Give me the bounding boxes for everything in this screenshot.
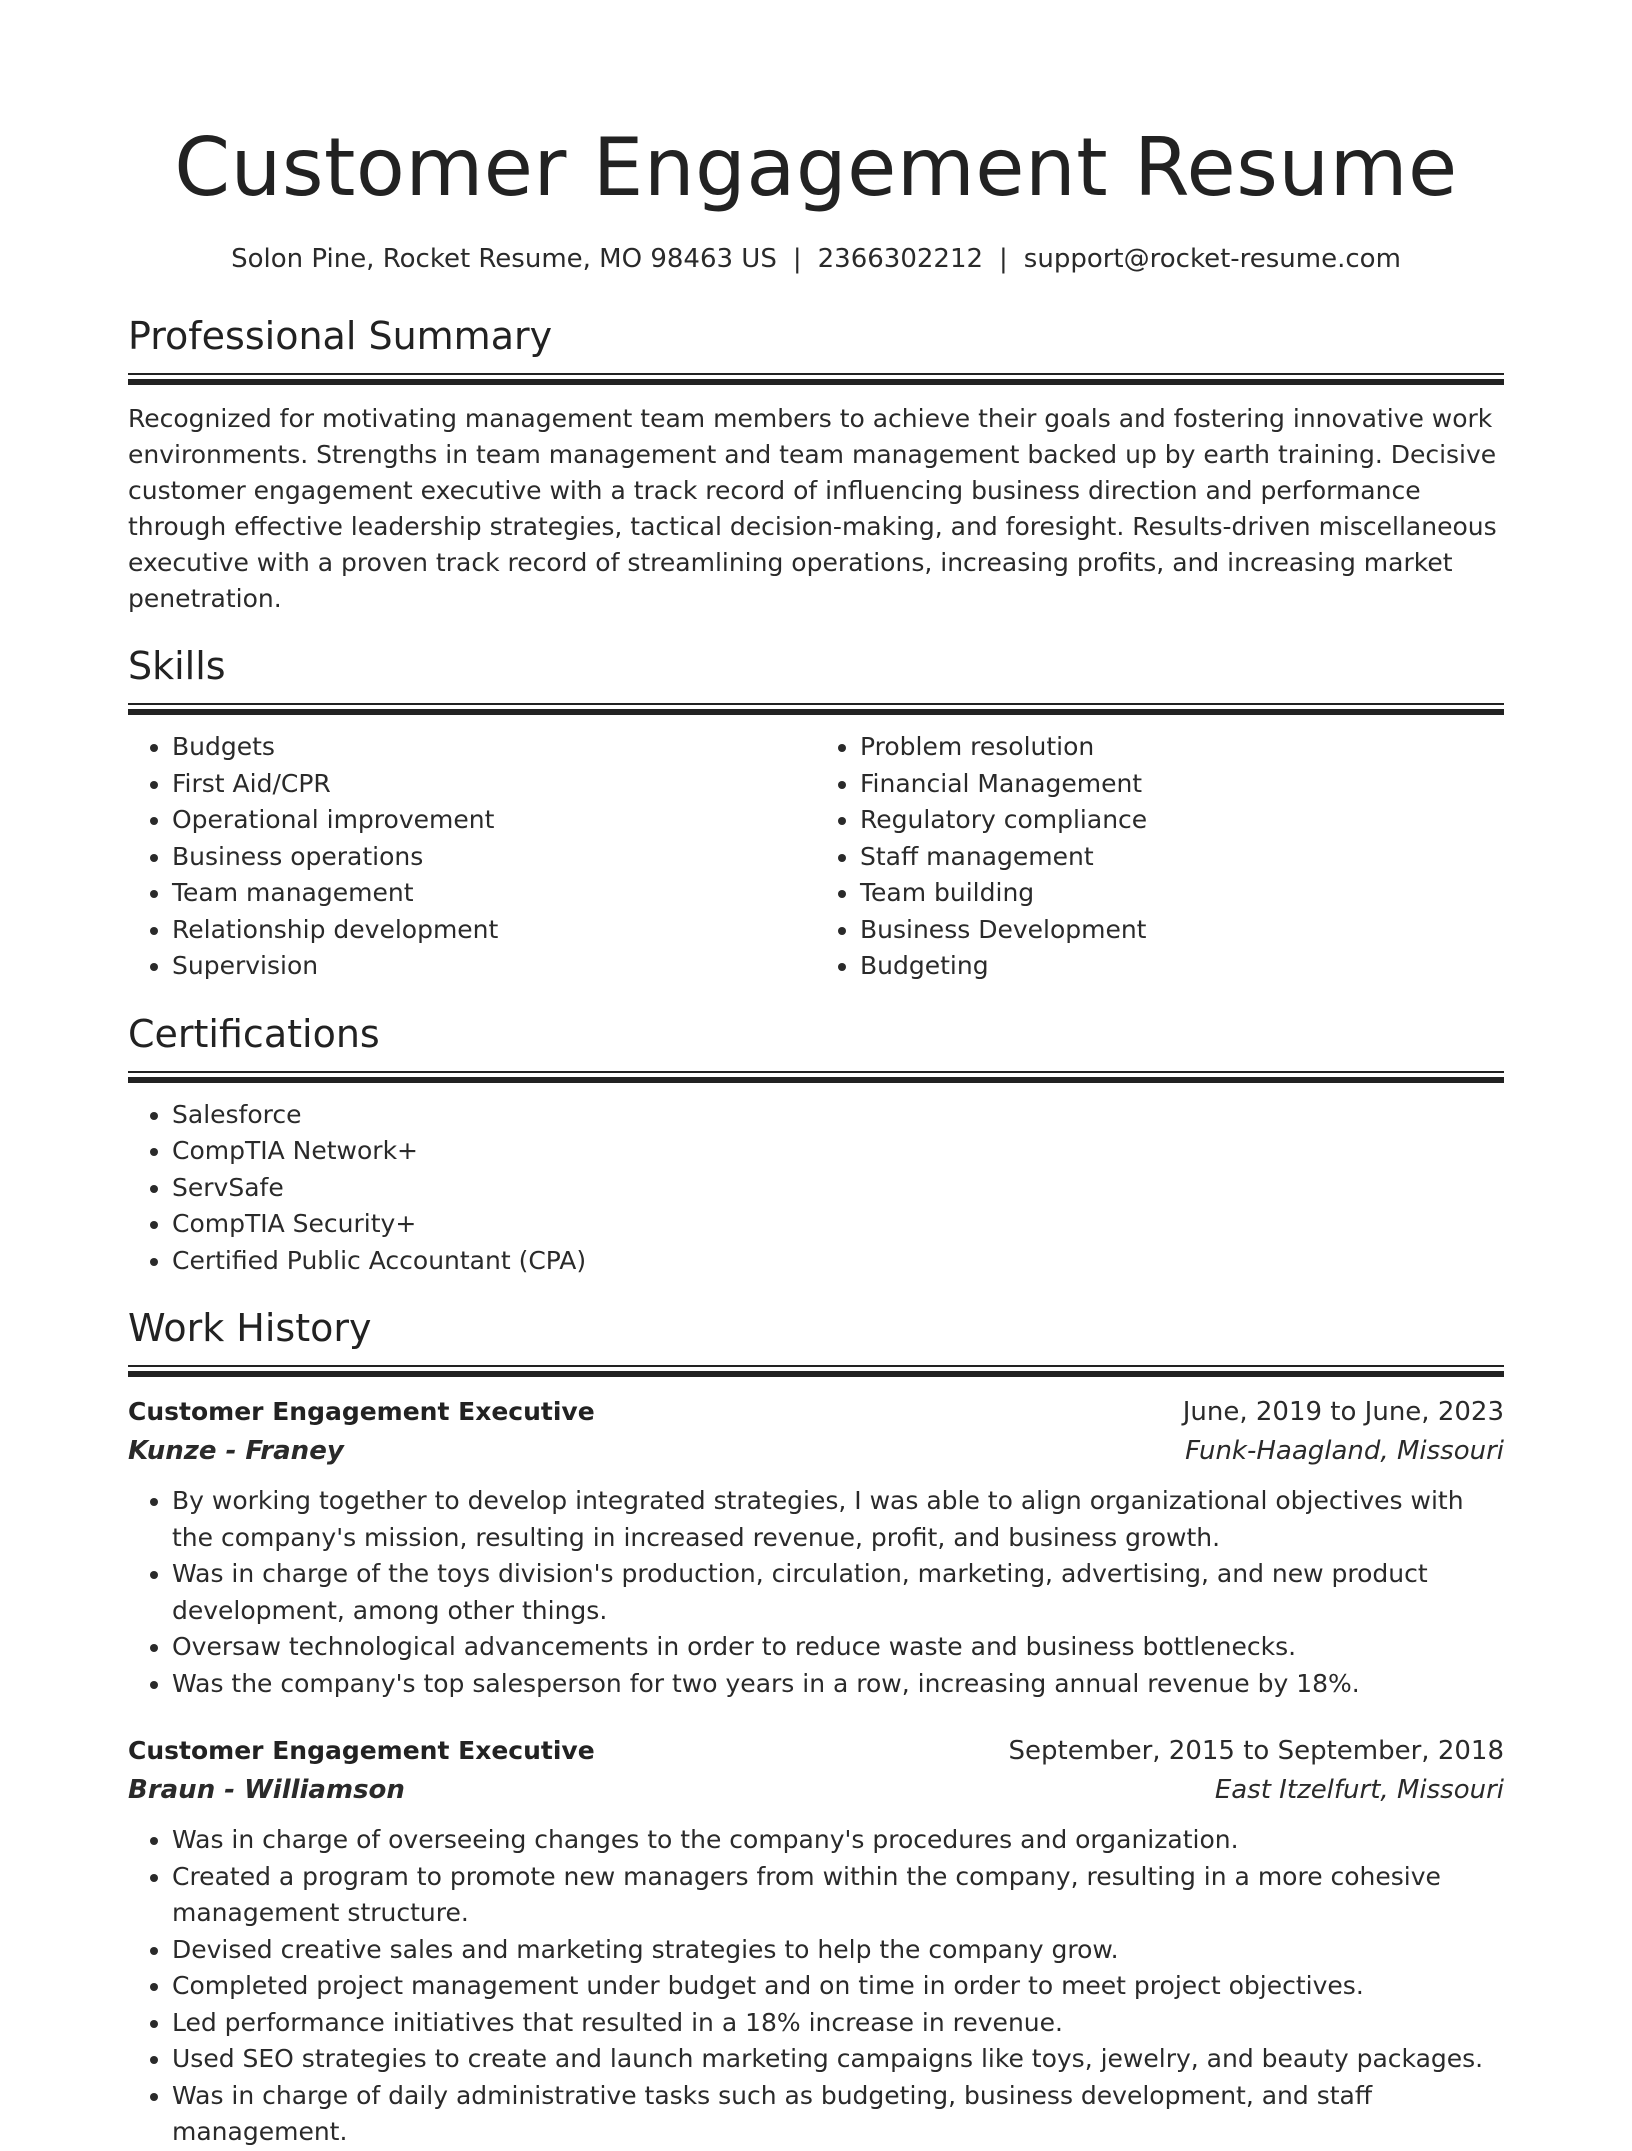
job-title: Customer Engagement Executive — [128, 1397, 595, 1426]
job-dates: September, 2015 to September, 2018 — [1008, 1736, 1504, 1766]
contact-email[interactable]: support@rocket-resume.com — [1023, 244, 1401, 274]
contact-address: Solon Pine, Rocket Resume, MO 98463 US — [231, 244, 777, 274]
contact-separator: | — [792, 244, 802, 274]
section-divider — [128, 1071, 1504, 1083]
job-bullet: • Created a program to promote new managers from within the company, resulting in a more cohesive management structure. — [172, 1859, 1504, 1932]
summary-section — [128, 313, 1504, 617]
skill-item: • Regulatory compliance — [860, 802, 1504, 839]
section-divider — [128, 703, 1504, 715]
job-header — [128, 1393, 1504, 1431]
certification-item: • Certified Public Accountant (CPA) — [172, 1243, 1504, 1280]
skill-item: • Business Development — [860, 912, 1504, 949]
job-bullet: • Was in charge of overseeing changes to the company's procedures and organization. — [172, 1822, 1504, 1859]
skill-item: • Staff management — [860, 839, 1504, 876]
job-bullet: • Was the company's top salesperson for two years in a row, increasing annual revenue by 18%. — [172, 1666, 1504, 1703]
job-location: East Itzelfurt, Missouri — [1214, 1775, 1504, 1805]
job-dates: June, 2019 to June, 2023 — [1182, 1397, 1504, 1427]
skills-list-left — [128, 729, 816, 985]
section-divider — [128, 1365, 1504, 1377]
contact-phone: 2366302212 — [817, 244, 984, 274]
job-bullet: • Used SEO strategies to create and launch marketing campaigns like toys, jewelry, and beauty packages. — [172, 2041, 1504, 2078]
job-header — [128, 1732, 1504, 1770]
job-bullet: • Devised creative sales and marketing strategies to help the company grow. — [172, 1932, 1504, 1969]
job-bullets — [128, 1822, 1504, 2151]
contact-separator: | — [999, 244, 1008, 274]
job-title: Customer Engagement Executive — [128, 1736, 595, 1765]
job-bullet: • Oversaw technological advancements in order to reduce waste and business bottlenecks. — [172, 1629, 1504, 1666]
skills-heading: Skills — [128, 644, 226, 688]
skill-item: • Financial Management — [860, 766, 1504, 803]
summary-text: Recognized for motivating management team members to achieve their goals and fostering innovative work environments. Strengths in team management and team management backed up by earth training. Decisive customer engagement executive with a track record of influencing business direction and performance through effective leadership strategies, tactical decision-making, and foresight. Results-driven miscellaneous executive with a proven track record of streamlining operations, increasing profits, and increasing market penetration. — [128, 404, 1497, 613]
skill-item: • Team building — [860, 875, 1504, 912]
job-subheader — [128, 1431, 1504, 1471]
job-entry — [128, 1393, 1504, 1702]
job-bullet: • Completed project management under budget and on time in order to meet project objectives. — [172, 1968, 1504, 2005]
job-location: Funk-Haagland, Missouri — [1185, 1436, 1504, 1466]
skills-list-right — [816, 729, 1504, 985]
job-company: Braun - Williamson — [128, 1775, 405, 1805]
certification-item: • CompTIA Network+ — [172, 1133, 1504, 1170]
work-history-heading: Work History — [128, 1306, 372, 1350]
section-divider — [128, 373, 1504, 385]
skill-item: • Budgets — [172, 729, 816, 766]
certifications-list — [128, 1097, 1504, 1280]
certification-item: • ServSafe — [172, 1170, 1504, 1207]
skills-columns — [128, 729, 1504, 985]
certifications-section — [128, 1011, 1504, 1280]
skill-item: • Operational improvement — [172, 802, 816, 839]
job-bullet: • Was in charge of the toys division's production, circulation, marketing, advertising, and new product development, among other things. — [172, 1556, 1504, 1629]
job-bullet: • Led performance initiatives that resulted in a 18% increase in revenue. — [172, 2005, 1504, 2042]
skill-item: • Supervision — [172, 948, 816, 985]
skill-item: • Business operations — [172, 839, 816, 876]
skill-item: • Budgeting — [860, 948, 1504, 985]
job-bullet: • By working together to develop integrated strategies, I was able to align organizational objectives with the company's mission, resulting in increased revenue, profit, and business growth. — [172, 1483, 1504, 1556]
skill-item: • First Aid/CPR — [172, 766, 816, 803]
contact-line — [128, 242, 1504, 276]
skill-item: • Team management — [172, 875, 816, 912]
job-bullet: • Was in charge of daily administrative tasks such as budgeting, business development, and staff management. — [172, 2078, 1504, 2151]
skills-section — [128, 643, 1504, 985]
work-history-section — [128, 1305, 1504, 2151]
skill-item: • Problem resolution — [860, 729, 1504, 766]
certification-item: • Salesforce — [172, 1097, 1504, 1134]
summary-heading: Professional Summary — [128, 314, 553, 358]
skill-item: • Relationship development — [172, 912, 816, 949]
job-entry — [128, 1732, 1504, 2151]
certifications-heading: Certifications — [128, 1011, 380, 1056]
page-title: Customer Engagement Resume — [174, 121, 1458, 214]
job-subheader — [128, 1770, 1504, 1810]
certification-item: • CompTIA Security+ — [172, 1206, 1504, 1243]
job-bullets — [128, 1483, 1504, 1702]
job-company: Kunze - Franey — [128, 1436, 344, 1466]
